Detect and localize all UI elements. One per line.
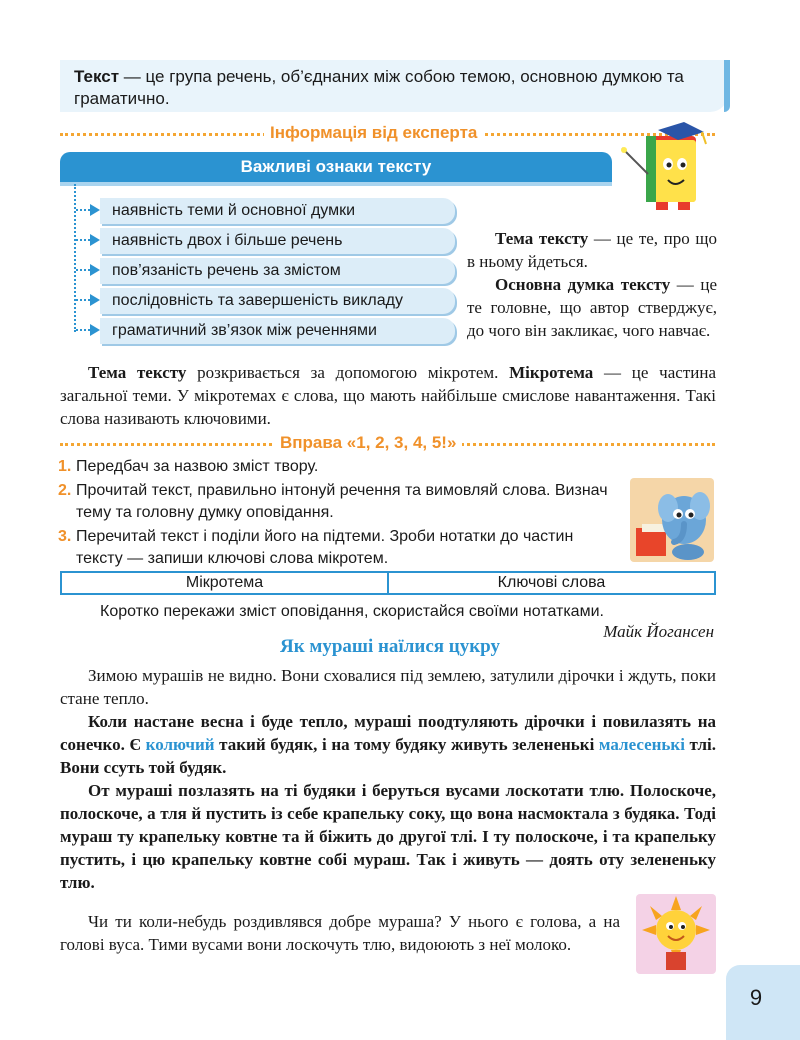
story-p2-part: тлі. Вони ссуть той будяк. [60,735,716,777]
page-number-tab [726,965,800,1040]
exercise-item [58,480,621,524]
retell-instruction: Коротко перекажи зміст оповідання, скористайся своїми нотатками. [100,603,604,620]
highlight-word: малесенькі [598,735,685,754]
elephant-illustration-icon [630,478,714,562]
definition-body: — це група речень, об’єднаних між собою темою, основною думкою та граматично. [74,67,684,108]
exercise-header-label: Вправа «1, 2, 3, 4, 5!» [274,432,462,454]
theme-term: Тема тексту [495,229,589,248]
exercise-text: Прочитай текст, правильно інтонуй речення та вимовляй слова. Визнач тему та головну думку оповідання. [76,482,608,521]
arrow-icon [76,294,100,306]
highlight-word: колючий [145,735,215,754]
microtheme-term2: Мікротема [509,363,594,382]
microtheme-term1: Тема тексту [88,363,187,382]
features-title: Важливі ознаки тексту [60,152,612,182]
exercise-text: Перечитай текст і поділи його на підтеми. Зроби нотатки до частин тексту — запиши ключові слова мікротем. [76,528,574,567]
arrow-icon [76,204,100,216]
idea-term: Основна думка тексту [495,275,671,294]
story-p2-part: Коли настане весна і буде тепло, мураші поодтуляють дірочки і повилазять на сонечко. Є [60,712,716,754]
feature-item: граматичний зв’язок між реченнями [100,318,455,344]
arrow-icon [76,234,100,246]
feature-item: наявність теми й основної думки [100,198,455,224]
story-paragraph-3: От мураші позлазять на ті будяки і беруться вусами лоскотати тлю. Полоскоче, полоскоче, а тля й пустить із себе крапельку соку, що вона насмоктала з будяка. Тоді мураш ту крапельку ковтне та й біжить до другої тлі. І ту полоскоче, і та крапельку пустить, і цю крапельку ковтне собі мураш. Так і живуть — доять оту зелененьку тлю. [60,781,716,892]
microtheme-text2: — це частина загальної теми. У мікротемах є слова, що мають найбільше смислове навантаження. Такі слова називають ключовими. [60,363,716,428]
exercise-number: 2. [58,482,72,499]
feature-item: наявність двох і більше речень [100,228,455,254]
feature-item: послідовність та завершеність викладу [100,288,455,314]
story-author: Майк Йогансен [603,622,714,641]
definition-box [60,60,728,112]
book-character-icon [618,118,718,214]
theme-text: — це те, про що в ньому йдеться. [467,229,718,271]
arrow-icon [76,324,100,336]
story-title: Як мураші наїлися цукру [279,636,500,657]
exercise-number: 1. [58,458,72,475]
definition-term: Текст [74,67,120,86]
definition-text [74,66,714,110]
microtheme-table [60,571,716,595]
exercise-text: Передбач за назвою зміст твору. [76,458,319,475]
arrow-icon [76,264,100,276]
story-p2-part: такий будяк, і на тому будяку живуть зелененькі [214,735,599,754]
exercise-item [58,456,621,478]
table-header-keywords: Ключові слова [497,574,606,591]
exercise-number: 3. [58,528,72,545]
exercise-item [58,526,621,570]
table-header-microtheme: Мікротема [62,573,389,593]
story-paragraph-1: Зимою мурашів не видно. Вони сховалися під землею, затулили дірочки і ждуть, поки стане тепло. [60,666,716,708]
exercise-header [60,432,715,454]
side-definitions [467,227,717,342]
expert-header-label: Інформація від експерта [264,122,483,144]
story-paragraph-2 [60,710,716,779]
expert-header [60,122,715,144]
story-paragraph-4: Чи ти коли-небудь роздивлявся добре мураша? У нього є голова, а на голові вуса. Тими вусами вони лоскочуть тлю, видоюють з неї молоко. [60,912,620,954]
idea-text: — це те головне, що автор стверджує, до чого він закликає, чого навчає. [467,275,717,340]
page-number: 9 [749,985,763,1010]
microtheme-paragraph [60,361,716,430]
sun-character-icon [636,894,716,974]
feature-item: пов’язаність речень за змістом [100,258,455,284]
microtheme-text1: розкривається за допомогою мікротем. [186,363,510,382]
